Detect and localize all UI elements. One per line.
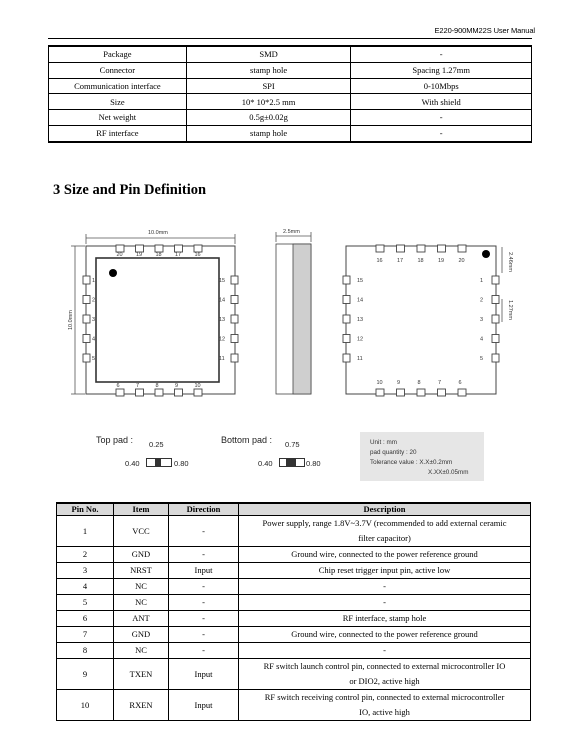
bv-bottom-edge-pad	[397, 389, 405, 396]
table-row	[57, 563, 531, 579]
left-edge-pad	[83, 335, 90, 343]
pin-number-label: 3	[92, 317, 96, 323]
pin-description	[239, 659, 531, 690]
tolerance-line: Tolerance value : X.X±0.2mm	[370, 459, 453, 466]
spec-param: Net weight	[49, 110, 187, 126]
bottom-pad-width-right: 0.80	[306, 459, 321, 468]
bv-top-edge-pad	[458, 245, 466, 252]
top-edge-pad	[136, 245, 144, 252]
pin-no: 3	[57, 563, 114, 579]
pin-item: ANT	[114, 611, 169, 627]
pin-number-label: 8	[155, 383, 159, 389]
top-pad-width-right: 0.80	[174, 459, 189, 468]
bottom-edge-pad	[175, 389, 183, 396]
pin-number-label: 4	[92, 336, 96, 343]
top-edge-pad	[116, 245, 124, 252]
pin-direction: -	[169, 611, 239, 627]
pin-description: Ground wire, connected to the power reference ground	[239, 547, 531, 563]
section-title: 3 Size and Pin Definition	[53, 182, 207, 198]
left-edge-pad	[83, 315, 90, 323]
pin-number-label: 20	[458, 258, 465, 264]
pin-number-label: 20	[116, 252, 123, 258]
pin-number-label: 12	[357, 336, 364, 343]
bv-bottom-edge-pad	[438, 389, 446, 396]
pin-no: 4	[57, 579, 114, 595]
right-edge-pad	[231, 335, 238, 343]
pin-no: 6	[57, 611, 114, 627]
table-row	[57, 579, 531, 595]
pin-number-label: 9	[397, 380, 401, 386]
pin-direction: Input	[169, 563, 239, 579]
bottom-pad-label: Bottom pad :	[221, 435, 273, 445]
pin-direction: -	[169, 627, 239, 643]
pin-number-label: 18	[155, 252, 162, 258]
pin-number-label: 16	[376, 258, 383, 264]
bv-left-edge-pad	[343, 276, 350, 284]
pin-direction: Input	[169, 690, 239, 721]
pin-no: 8	[57, 643, 114, 659]
pitch-label: 1.27mm	[507, 300, 513, 320]
pin-number-label: 14	[219, 297, 226, 304]
col-header: Description	[239, 503, 531, 516]
pitch-top-label: 2.46mm	[507, 252, 513, 272]
spec-value: SMD	[186, 46, 351, 62]
pin-description: Ground wire, connected to the power reference ground	[239, 627, 531, 643]
spec-note: 0-10Mbps	[351, 78, 532, 94]
pin-item: NC	[114, 595, 169, 611]
bv-top-edge-pad	[376, 245, 384, 252]
table-row	[57, 595, 531, 611]
spec-note: With shield	[351, 94, 532, 110]
bv-right-edge-pad	[492, 276, 499, 284]
pin-number-label: 17	[175, 252, 182, 258]
bv-left-edge-pad	[343, 315, 350, 323]
bv-right-edge-pad	[492, 296, 499, 304]
pin-number-label: 8	[417, 380, 421, 386]
pin-no: 2	[57, 547, 114, 563]
pin-number-label: 10	[194, 383, 201, 389]
desc-line-1: Power supply, range 1.8V~3.7V (recommended to add external ceramic	[262, 518, 507, 528]
right-edge-pad	[231, 296, 238, 304]
pin-number-label: 15	[219, 278, 226, 284]
bottom-pad-value: 0.75	[285, 440, 300, 449]
top-edge-pad	[194, 245, 202, 252]
thickness-label: 2.5mm	[283, 229, 300, 235]
pin-number-label: 3	[480, 317, 484, 323]
pin-number-label: 2	[480, 297, 484, 304]
col-header: Direction	[169, 503, 239, 516]
pin-no: 5	[57, 595, 114, 611]
left-edge-pad	[83, 276, 90, 284]
pin-no: 1	[57, 516, 114, 547]
pin-number-label: 18	[417, 258, 424, 264]
left-edge-pad	[83, 296, 90, 304]
pin-item: RXEN	[114, 690, 169, 721]
pin-number-label: 9	[175, 383, 179, 389]
pin-direction: -	[169, 516, 239, 547]
spec-value: 0.5g±0.02g	[186, 110, 351, 126]
pin-number-label: 11	[219, 356, 225, 362]
table-row	[57, 547, 531, 563]
pin-number-label: 15	[357, 278, 364, 284]
bv-right-edge-pad	[492, 354, 499, 362]
table-row	[57, 659, 531, 690]
pin-number-label: 2	[92, 297, 96, 304]
bv-bottom-edge-pad	[458, 389, 466, 396]
bv-bottom-edge-pad	[376, 389, 384, 396]
right-edge-pad	[231, 354, 238, 362]
tolerance-line-2: X.XX±0.05mm	[428, 469, 469, 476]
pin-number-label: 17	[397, 258, 404, 264]
pin-number-label: 19	[438, 258, 445, 264]
pin-number-label: 13	[219, 317, 226, 323]
unit-line: Unit : mm	[370, 439, 397, 446]
spec-value: stamp hole	[186, 125, 351, 141]
pin-description: -	[239, 579, 531, 595]
pin-number-label: 11	[357, 356, 363, 362]
bv-left-edge-pad	[343, 296, 350, 304]
col-header: Pin No.	[57, 503, 114, 516]
pin-description: Chip reset trigger input pin, active low	[239, 563, 531, 579]
bottom-edge-pad	[136, 389, 144, 396]
pin-number-label: 7	[438, 380, 442, 386]
pin-number-label: 10	[376, 380, 383, 386]
spec-note: -	[351, 46, 532, 62]
spec-note: -	[351, 110, 532, 126]
top-pad-label: Top pad :	[96, 435, 134, 445]
top-edge-pad	[155, 245, 163, 252]
pin-description: -	[239, 595, 531, 611]
right-edge-pad	[231, 276, 238, 284]
bv-bottom-edge-pad	[417, 389, 425, 396]
pin-item: TXEN	[114, 659, 169, 690]
pin-item: GND	[114, 547, 169, 563]
pin-direction: -	[169, 547, 239, 563]
col-header: Item	[114, 503, 169, 516]
desc-line-2: or DIO2, active high	[349, 676, 420, 686]
bottom-pad-shape	[279, 458, 305, 467]
pin-no: 10	[57, 690, 114, 721]
bv-top-edge-pad	[417, 245, 425, 252]
pin-direction: -	[169, 643, 239, 659]
bv-top-edge-pad	[397, 245, 405, 252]
pin-number-label: 19	[136, 252, 143, 258]
pin-direction: -	[169, 595, 239, 611]
pad-quantity-line: pad quantity : 20	[370, 449, 417, 456]
pin-table	[56, 502, 531, 721]
bv-left-edge-pad	[343, 354, 350, 362]
bottom-edge-pad	[194, 389, 202, 396]
bottom-pad-width-left: 0.40	[258, 459, 273, 468]
pin-direction: Input	[169, 659, 239, 690]
pin-item: VCC	[114, 516, 169, 547]
unit-info-box	[360, 432, 484, 481]
desc-line-1: RF switch launch control pin, connected to external microcontroller IO	[263, 661, 506, 671]
pin-number-label: 5	[480, 356, 484, 362]
spec-value: stamp hole	[186, 62, 351, 78]
pin-description: RF interface, stamp hole	[239, 611, 531, 627]
desc-line-2: IO, active high	[359, 707, 410, 717]
table-header-row	[57, 503, 531, 516]
page-header: E220-900MM22S User Manual	[434, 26, 535, 35]
pin1-marker	[109, 269, 117, 277]
desc-line-2: filter capacitor)	[358, 533, 411, 543]
desc-line-1: RF switch receiving control pin, connected to external microcontroller	[264, 692, 505, 702]
spec-param: Communication interface	[49, 78, 187, 94]
bottom-edge-pad	[116, 389, 124, 396]
pin-number-label: 5	[92, 356, 96, 362]
top-pad-width-left: 0.40	[125, 459, 140, 468]
pin-item: GND	[114, 627, 169, 643]
pin-number-label: 7	[136, 383, 140, 389]
pin-item: NC	[114, 643, 169, 659]
pin-number-label: 13	[357, 317, 364, 323]
table-row	[57, 516, 531, 547]
bottom-edge-pad	[155, 389, 163, 396]
bv-right-edge-pad	[492, 315, 499, 323]
pin-number-label: 6	[116, 383, 120, 389]
pin-number-label: 1	[480, 278, 484, 284]
pin-item: NC	[114, 579, 169, 595]
pin-no: 9	[57, 659, 114, 690]
pin-number-label: 14	[357, 297, 364, 304]
spec-param: Package	[49, 46, 187, 62]
spec-param: Connector	[49, 62, 187, 78]
pin-number-label: 12	[219, 336, 226, 343]
top-width-label: 10.0mm	[148, 230, 168, 236]
pin-number-label: 4	[480, 336, 484, 343]
spec-param: Size	[49, 94, 187, 110]
pin-number-label: 6	[458, 380, 462, 386]
spec-param: RF interface	[49, 125, 187, 141]
top-pad-shape	[146, 458, 172, 467]
spec-note: Spacing 1.27mm	[351, 62, 532, 78]
pin-number-label: 1	[92, 278, 96, 284]
spec-note: -	[351, 125, 532, 141]
right-edge-pad	[231, 315, 238, 323]
bv-top-edge-pad	[438, 245, 446, 252]
table-row	[57, 611, 531, 627]
left-edge-pad	[83, 354, 90, 362]
spec-value: SPI	[186, 78, 351, 94]
pin-number-label: 16	[194, 252, 201, 258]
pin-item: NRST	[114, 563, 169, 579]
pin-no: 7	[57, 627, 114, 643]
side-length-label: 10.0mm	[68, 310, 74, 330]
pin-description	[239, 516, 531, 547]
pin-description	[239, 690, 531, 721]
pin-direction: -	[169, 579, 239, 595]
top-edge-pad	[175, 245, 183, 252]
table-row	[57, 643, 531, 659]
top-pad-value: 0.25	[149, 440, 164, 449]
bv-right-edge-pad	[492, 335, 499, 343]
table-row	[57, 627, 531, 643]
bv-left-edge-pad	[343, 335, 350, 343]
table-row	[57, 690, 531, 721]
spec-value: 10* 10*2.5 mm	[186, 94, 351, 110]
bv-pin1-marker	[482, 250, 490, 258]
pin-description: -	[239, 643, 531, 659]
